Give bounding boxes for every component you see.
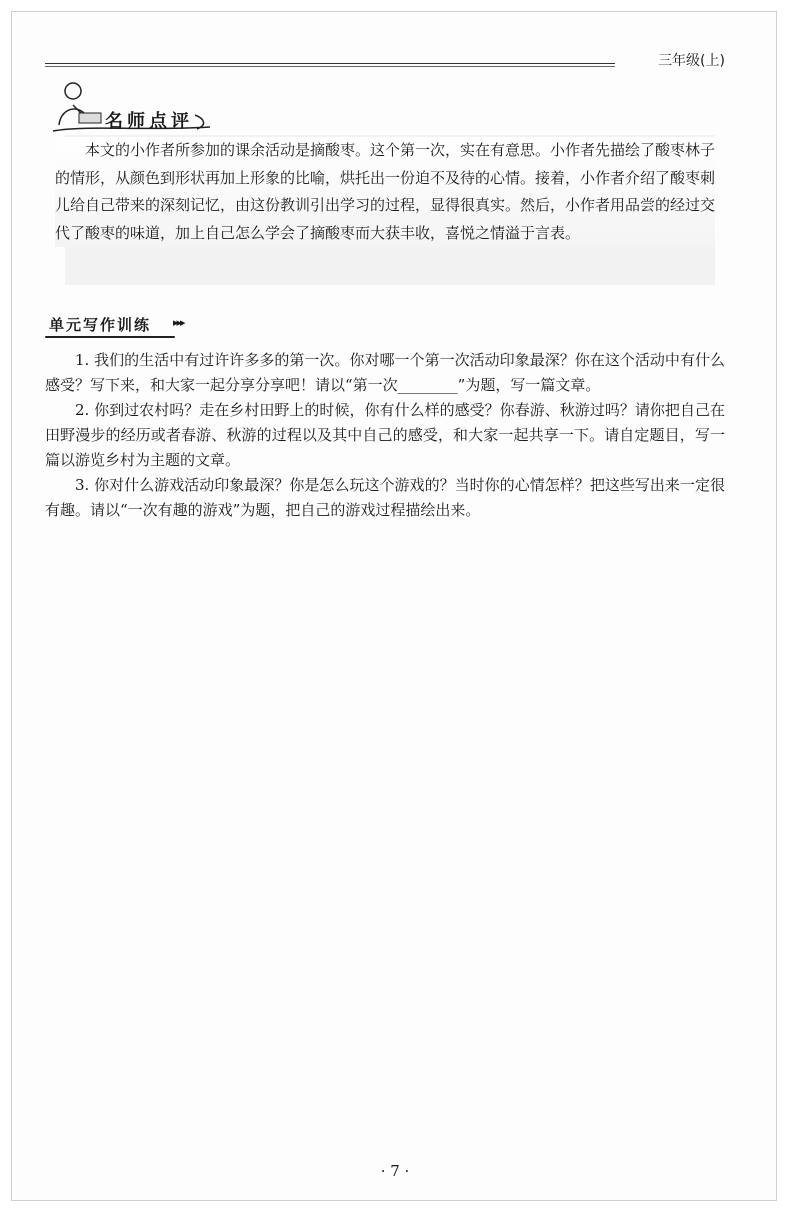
comment-text: 本文的小作者所参加的课余活动是摘酸枣。这个第一次，实在有意思。小作者先描绘了酸枣林子的情形，从颜色到形状再加上形象的比喻，烘托出一份迫不及待的心情。接着，小作者介绍了酸枣刺儿给自己带来的深刻记忆，由这份教训引出学习的过程，显得很真实。然后，小作者用品尝的经过交代了酸枣的味道，加上自己怎么学会了摘酸枣而大获丰收，喜悦之情溢于言表。 xyxy=(55,137,715,247)
running-head xyxy=(45,50,725,70)
exercise-item: 3. 你对什么游戏活动印象最深？你是怎么玩这个游戏的？当时你的心情怎样？把这些写出来一定很有趣。请以“一次有趣的游戏”为题，把自己的游戏过程描绘出来。 xyxy=(45,476,725,519)
teacher-comment-box xyxy=(45,75,715,280)
exercise-list xyxy=(45,348,725,523)
page-number: · 7 · xyxy=(380,1162,410,1180)
comment-title: 名师点评 xyxy=(105,111,193,132)
exercise-title-underline xyxy=(45,336,175,338)
grade-label: 三年级(上) xyxy=(658,53,725,69)
exercise-section-title: 单元写作训练 xyxy=(49,316,152,334)
exercise-item: 1. 我们的生活中有过许许多多的第一次。你对哪一个第一次活动印象最深？你在这个活动中有什么感受？写下来，和大家一起分享分享吧！请以“第一次________”为题，写一篇文章。 xyxy=(45,351,725,394)
exercise-item: 2. 你到过农村吗？走在乡村田野上的时候，你有什么样的感受？你春游、秋游过吗？请你把自己在田野漫步的经历或者春游、秋游的过程以及其中自己的感受，和大家一起共享一下。请自定题目，写一篇以游览乡村为主题的文章。 xyxy=(45,401,725,469)
comment-heading xyxy=(45,75,215,135)
header-rule-secondary xyxy=(45,66,615,67)
exercise-section-heading xyxy=(45,312,205,342)
header-rule xyxy=(45,63,615,64)
arrows-icon: ▸▸▸ xyxy=(173,316,184,329)
